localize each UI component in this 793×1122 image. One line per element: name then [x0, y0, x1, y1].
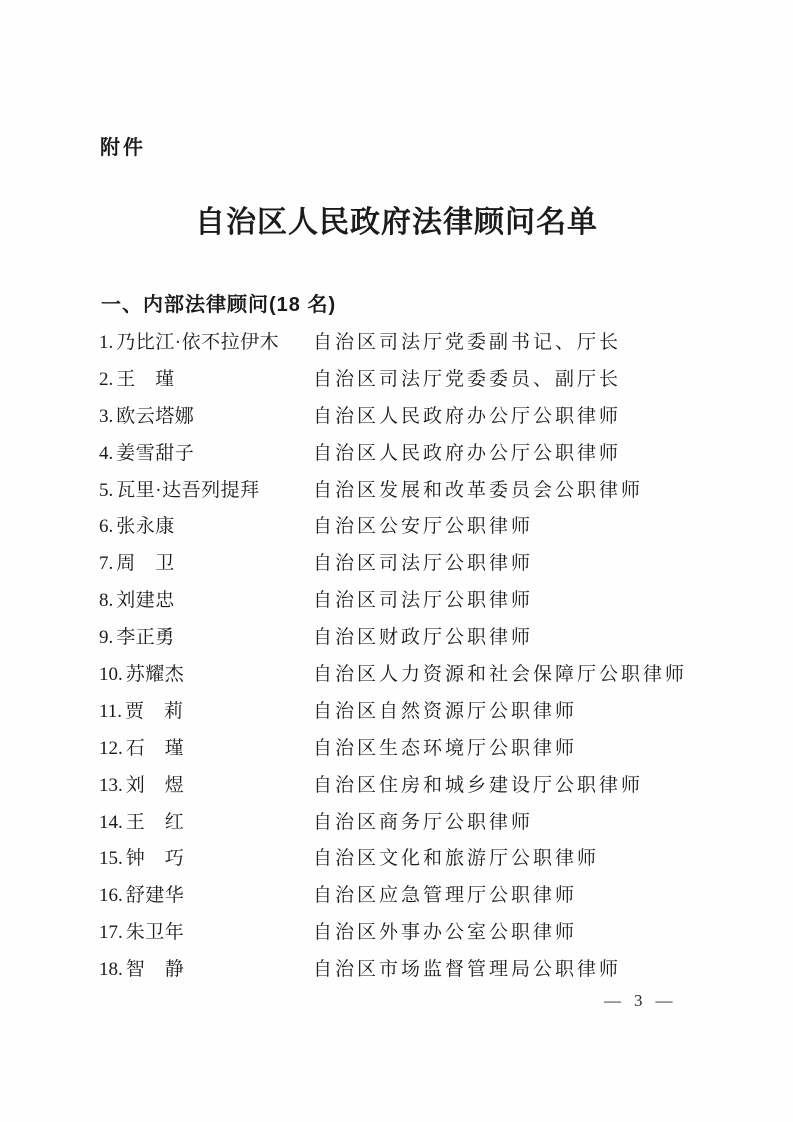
- advisor-position: 自治区生态环境厅公职律师: [313, 737, 578, 759]
- advisor-name: 智 静: [125, 959, 185, 981]
- advisor-name-cell: [99, 811, 313, 834]
- advisor-position: 自治区文化和旅游厅公职律师: [313, 848, 600, 870]
- advisor-name-cell: [99, 589, 313, 612]
- advisor-row: [99, 589, 719, 626]
- advisor-name: 瓦里·达吾列提拜: [116, 479, 260, 501]
- attachment-label: 附件: [100, 137, 146, 159]
- advisor-name-cell: [99, 663, 313, 686]
- advisor-number: 14.: [99, 811, 123, 833]
- advisor-name: 苏耀杰: [125, 664, 185, 686]
- advisor-row: [99, 811, 719, 848]
- advisor-name: 石 瑾: [125, 737, 185, 759]
- footer-left-dash: —: [604, 991, 621, 1010]
- advisor-position: 自治区公安厅公职律师: [313, 516, 534, 538]
- advisor-name: 舒建华: [125, 885, 185, 907]
- advisor-list: [99, 331, 719, 995]
- advisor-position: 自治区司法厅公职律师: [313, 590, 534, 612]
- advisor-number: 1.: [99, 332, 114, 353]
- advisor-position: 自治区住房和城乡建设厅公职律师: [313, 774, 644, 796]
- advisor-row: [99, 626, 719, 663]
- advisor-row: [99, 663, 719, 700]
- advisor-position: 自治区司法厅党委副书记、厅长: [313, 332, 622, 353]
- document-title: 自治区人民政府法律顾问名单: [195, 206, 598, 239]
- advisor-name-cell: [99, 626, 313, 649]
- advisor-position: 自治区人民政府办公厅公职律师: [313, 405, 622, 427]
- advisor-position: 自治区财政厅公职律师: [313, 627, 534, 649]
- advisor-name: 朱卫年: [125, 922, 185, 944]
- advisor-name-cell: [99, 331, 313, 354]
- advisor-name: 钟 巧: [125, 848, 185, 870]
- advisor-row: [99, 368, 719, 405]
- advisor-row: [99, 774, 719, 811]
- advisor-position: 自治区司法厅党委委员、副厅长: [313, 368, 622, 390]
- advisor-name-cell: [99, 921, 313, 944]
- advisor-row: [99, 884, 719, 921]
- advisor-row: [99, 405, 719, 442]
- advisor-name-cell: [99, 884, 313, 907]
- advisor-name-cell: [99, 737, 313, 760]
- advisor-position: 自治区人民政府办公厅公职律师: [313, 442, 622, 464]
- advisor-name: 李正勇: [116, 627, 175, 649]
- advisor-number: 18.: [99, 959, 123, 981]
- advisor-number: 7.: [99, 553, 114, 575]
- advisor-row: [99, 479, 719, 516]
- page-number: 3: [634, 991, 643, 1010]
- advisor-row: [99, 700, 719, 737]
- advisor-number: 11.: [99, 700, 123, 722]
- advisor-name-cell: [99, 368, 313, 391]
- section-heading-internal-advisors: 一、内部法律顾问(18 名): [101, 294, 337, 316]
- advisor-row: [99, 737, 719, 774]
- advisor-position: 自治区外事办公室公职律师: [313, 922, 578, 944]
- page-footer: [604, 991, 673, 1011]
- advisor-number: 12.: [99, 737, 123, 759]
- advisor-row: [99, 552, 719, 589]
- advisor-row: [99, 921, 719, 958]
- advisor-name: 张永康: [116, 516, 175, 538]
- footer-right-dash: —: [655, 991, 673, 1010]
- advisor-number: 10.: [99, 664, 123, 686]
- advisor-name: 欧云塔娜: [116, 405, 195, 427]
- advisor-name-cell: [99, 700, 313, 723]
- advisor-position: 自治区发展和改革委员会公职律师: [313, 479, 644, 501]
- advisor-number: 2.: [99, 368, 114, 390]
- advisor-number: 8.: [99, 590, 114, 612]
- advisor-name: 贾 莉: [125, 700, 184, 722]
- advisor-number: 3.: [99, 405, 114, 427]
- advisor-name: 周 卫: [116, 553, 175, 575]
- advisor-name-cell: [99, 479, 313, 502]
- advisor-row: [99, 331, 719, 368]
- advisor-name: 乃比江·依不拉伊木: [116, 332, 280, 353]
- advisor-number: 16.: [99, 885, 123, 907]
- advisor-name-cell: [99, 552, 313, 575]
- advisor-row: [99, 958, 719, 995]
- advisor-position: 自治区市场监督管理局公职律师: [313, 959, 622, 981]
- advisor-row: [99, 442, 719, 479]
- advisor-number: 13.: [99, 774, 123, 796]
- advisor-name: 刘 煜: [125, 774, 185, 796]
- advisor-row: [99, 515, 719, 552]
- advisor-name-cell: [99, 774, 313, 797]
- advisor-row: [99, 847, 719, 884]
- advisor-name: 王 瑾: [116, 368, 175, 390]
- advisor-name-cell: [99, 958, 313, 981]
- advisor-number: 4.: [99, 442, 114, 464]
- advisor-position: 自治区自然资源厅公职律师: [313, 700, 578, 722]
- advisor-position: 自治区商务厅公职律师: [313, 811, 534, 833]
- advisor-name-cell: [99, 515, 313, 538]
- advisor-number: 17.: [99, 922, 123, 944]
- advisor-position: 自治区人力资源和社会保障厅公职律师: [313, 664, 688, 686]
- advisor-name-cell: [99, 405, 313, 428]
- advisor-name: 姜雪甜子: [116, 442, 195, 464]
- advisor-position: 自治区司法厅公职律师: [313, 553, 534, 575]
- advisor-name: 刘建忠: [116, 590, 175, 612]
- advisor-number: 6.: [99, 516, 114, 538]
- advisor-name: 王 红: [125, 811, 185, 833]
- advisor-number: 5.: [99, 479, 114, 501]
- advisor-name-cell: [99, 442, 313, 465]
- advisor-number: 15.: [99, 848, 123, 870]
- advisor-name-cell: [99, 847, 313, 870]
- advisor-position: 自治区应急管理厅公职律师: [313, 885, 578, 907]
- advisor-number: 9.: [99, 627, 114, 649]
